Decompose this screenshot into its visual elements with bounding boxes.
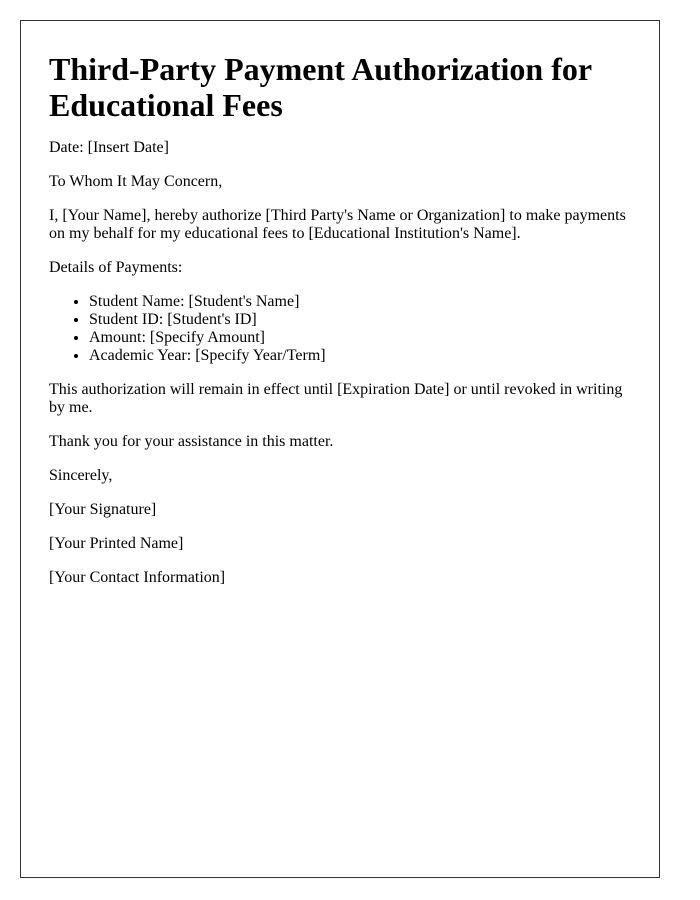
salutation: To Whom It May Concern, xyxy=(49,173,223,190)
details-heading: Details of Payments: xyxy=(49,259,183,276)
detail-amount: • Amount: [Specify Amount] xyxy=(89,329,631,347)
closing: Sincerely, xyxy=(49,467,113,484)
intro-paragraph: I, [Your Name], hereby authorize [Third Party's Name or Organization] to make payments on my behalf for my educational fees to [Educational Institution's Name]. xyxy=(49,207,626,242)
document-title: Third-Party Payment Authorization for Educational Fees xyxy=(49,51,592,123)
letter-page xyxy=(20,20,660,878)
details-list xyxy=(49,293,631,365)
signature-placeholder: [Your Signature] xyxy=(49,501,157,518)
printed-name-placeholder: [Your Printed Name] xyxy=(49,535,184,552)
detail-student-id: • Student ID: [Student's ID] xyxy=(89,311,631,329)
detail-student-name: • Student Name: [Student's Name] xyxy=(89,293,631,311)
thanks-paragraph: Thank you for your assistance in this matter. xyxy=(49,433,334,450)
contact-placeholder: [Your Contact Information] xyxy=(49,569,226,586)
date-line: Date: [Insert Date] xyxy=(49,139,169,156)
detail-academic-year: • Academic Year: [Specify Year/Term] xyxy=(89,347,631,365)
validity-paragraph: This authorization will remain in effect until [Expiration Date] or until revoked in writing by me. xyxy=(49,381,623,416)
